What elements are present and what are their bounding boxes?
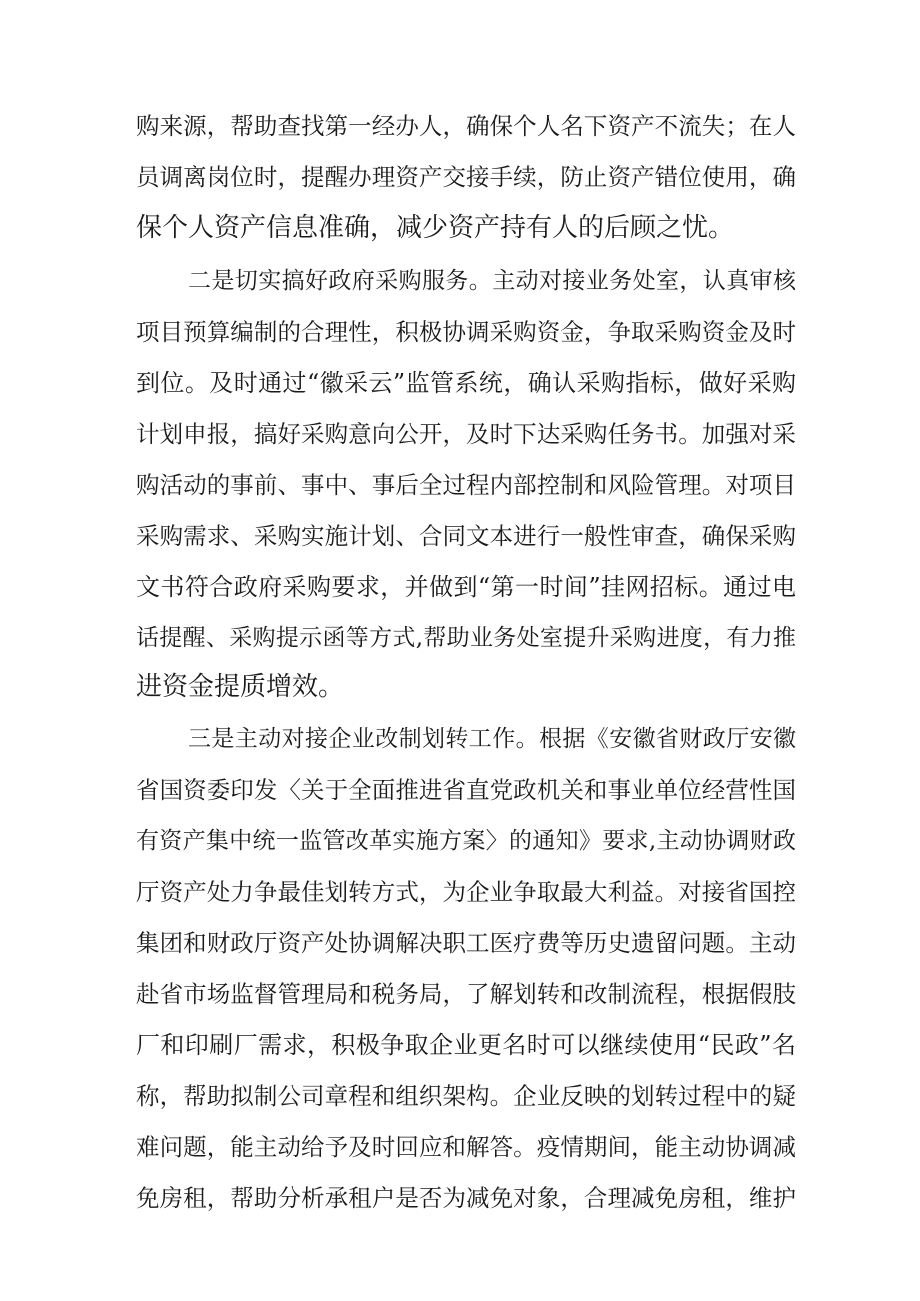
text-line: 保个人资产信息准确，减少资产持有人的后顾之忧。: [136, 213, 735, 243]
text-line: 赴省市场监督管理局和税务局，了解划转和改制流程，根据假肢: [136, 980, 796, 1008]
text-line: 难问题，能主动给予及时回应和解答。疫情期间，能主动协调减: [136, 1133, 796, 1161]
text-line: 文书符合政府采购要求，并做到“第一时间”挂网招标。通过电: [136, 573, 796, 601]
text-line: 员调离岗位时，提醒办理资产交接手续，防止资产错位使用，确: [136, 163, 796, 191]
text-line: 厅资产处力争最佳划转方式，为企业争取最大利益。对接省国控: [136, 878, 796, 906]
text-line: 厂和印刷厂需求，积极争取企业更名时可以继续使用“民政”名: [136, 1031, 796, 1059]
paragraph-start-line: 三是主动对接企业改制划转工作。根据《安徽省财政厅安徽: [188, 726, 796, 752]
text-line: 称，帮助拟制公司章程和组织架构。企业反映的划转过程中的疑: [136, 1082, 796, 1110]
paragraph-start-line: 二是切实搞好政府采购服务。主动对接业务处室，认真审核: [188, 268, 796, 294]
text-line: 集团和财政厅资产处协调解决职工医疗费等历史遗留问题。主动: [136, 929, 796, 957]
text-line: 有资产集中统一监管改革实施方案〉的通知》要求,主动协调财政: [136, 828, 796, 854]
text-line: 计划申报，搞好采购意向公开，及时下达采购任务书。加强对采: [136, 420, 796, 448]
text-line: 免房租，帮助分析承租户是否为减免对象，合理减免房租，维护: [136, 1184, 796, 1212]
text-line: 购活动的事前、事中、事后全过程内部控制和风险管理。对项目: [136, 471, 796, 499]
text-line: 采购需求、采购实施计划、合同文本进行一般性审查，确保采购: [136, 522, 796, 550]
text-line: 到位。及时通过“徽采云”监管系统，确认采购指标，做好采购: [136, 369, 796, 397]
text-line: 进资金提质增效。: [136, 672, 345, 702]
text-line: 项目预算编制的合理性，积极协调采购资金，争取采购资金及时: [136, 318, 796, 346]
text-line: 购来源，帮助查找第一经办人，确保个人名下资产不流失；在人: [136, 112, 796, 140]
text-line: 省国资委印发〈关于全面推进省直党政机关和事业单位经营性国: [136, 776, 796, 804]
text-line: 话提醒、采购提示函等方式,帮助业务处室提升采购进度，有力推: [136, 625, 796, 651]
